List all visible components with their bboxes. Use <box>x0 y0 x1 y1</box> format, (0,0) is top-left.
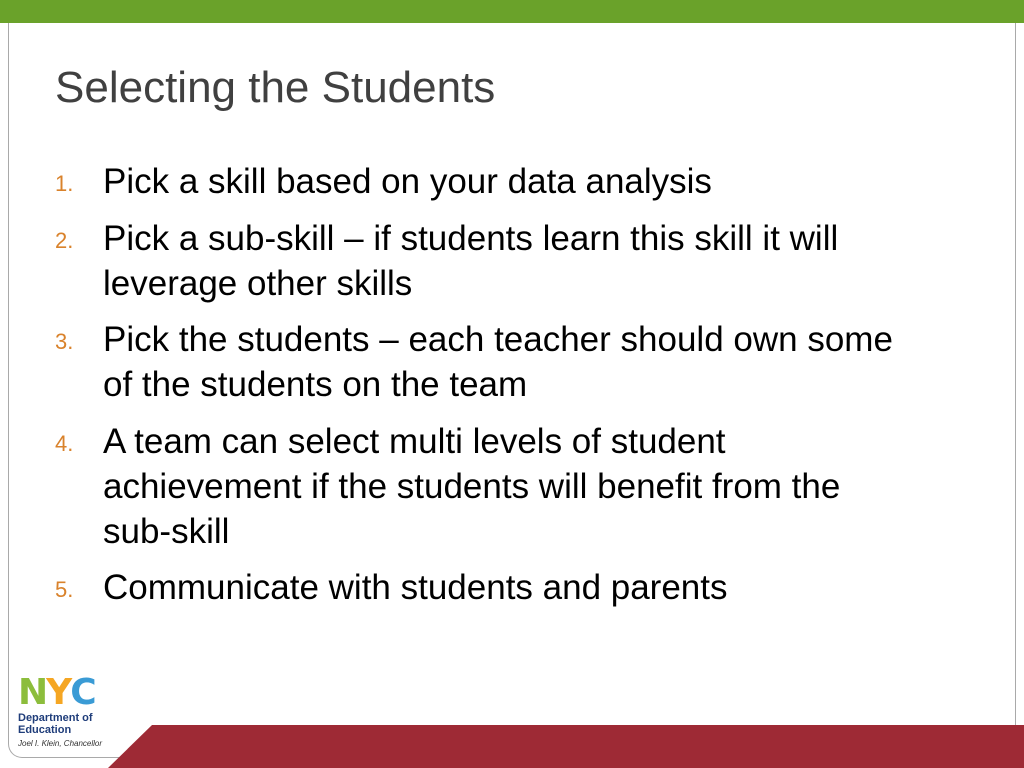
logo-text-chancellor: Joel I. Klein, Chancellor <box>18 739 103 748</box>
top-accent-bar <box>0 0 1024 23</box>
logo-letters <box>18 672 120 713</box>
bottom-accent-shape <box>108 725 1024 768</box>
list-item-text: A team can select multi levels of student achievement if the students will benefit from the sub-skill <box>103 421 841 551</box>
list-item <box>55 566 905 611</box>
logo-text-department: Department of <box>18 712 93 724</box>
list-item-text: Pick a sub-skill – if students learn this skill it will leverage other skills <box>103 218 839 303</box>
list-item-number: 4. <box>55 430 74 456</box>
list-item-text: Communicate with students and parents <box>103 568 728 608</box>
list-item <box>55 160 905 205</box>
logo-text-education: Education <box>18 724 72 736</box>
list-item-number: 5. <box>55 577 74 603</box>
list-item <box>55 217 905 307</box>
logo-letter-n: N <box>18 672 47 713</box>
list-item-number: 3. <box>55 329 74 355</box>
numbered-list <box>55 160 905 623</box>
bottom-accent-band <box>0 725 1024 768</box>
logo-letter-y: Y <box>46 672 71 713</box>
list-item <box>55 318 905 408</box>
nyc-doe-logo <box>18 672 138 756</box>
logo-letter-c: C <box>70 672 95 713</box>
list-item <box>55 420 905 554</box>
list-item-number: 1. <box>55 171 74 196</box>
list-item-number: 2. <box>55 227 74 253</box>
list-item-text: Pick the students – each teacher should own some of the students on the team <box>103 320 893 405</box>
slide-title: Selecting the Students <box>55 63 496 112</box>
list-item-text: Pick a skill based on your data analysis <box>103 162 712 201</box>
